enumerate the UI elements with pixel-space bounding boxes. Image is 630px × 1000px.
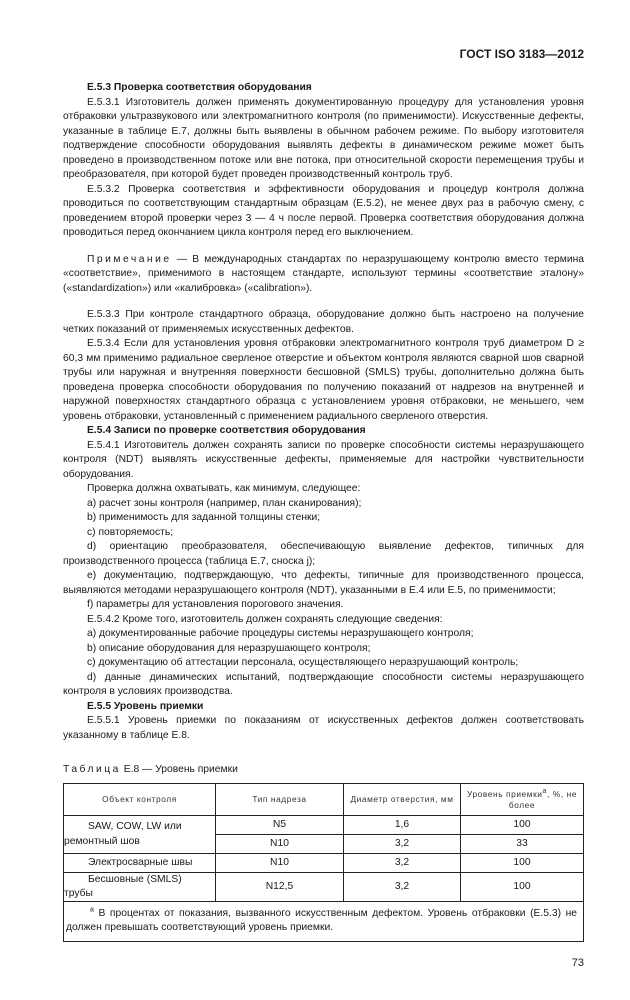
paragraph: Проверка должна охватывать, как минимум, следующее:	[87, 483, 361, 494]
cell-text: SAW, COW, LW или ремонтный шов	[64, 821, 182, 847]
column-header-text: Уровень приемки	[466, 788, 543, 799]
document-header-id: ГОСТ ISO 3183—2012	[459, 47, 584, 61]
column-header: Тип надреза	[216, 784, 344, 816]
notch-cell: N10	[216, 835, 344, 854]
column-header: Диаметр отверстия, мм	[344, 784, 461, 816]
level-cell: 100	[461, 854, 584, 873]
paragraph: b) описание оборудования для неразрушающего контроля;	[87, 642, 371, 654]
paragraph: a) расчет зоны контроля (например, план сканирования);	[87, 497, 362, 509]
footnote-mark: а	[90, 906, 94, 914]
paragraph: Е.5.3.3 При контроле стандартного образца, оборудование должно быть настроено на получение четких показаний от применяемых искусственных дефектов.	[63, 309, 584, 335]
diameter-cell: 3,2	[344, 835, 461, 854]
note-text: — В международных стандартах по неразрушающему контролю вместо термина «соответствие», применимого в настоящем стандарте, используют термины «соответствие эталону» («standardization») или «калибровка» («calibration»).	[63, 253, 584, 294]
diameter-cell: 3,2	[344, 873, 461, 902]
table-row	[64, 873, 584, 902]
level-cell: 33	[461, 835, 584, 854]
paragraph: e) документацию, подтверждающую, что дефекты, типичные для производственного процесса, выявляются методами неразрушающего контроля (NDT), указанными в Е.4 или Е.5, по применимости;	[63, 570, 584, 596]
table-row	[64, 854, 584, 873]
paragraph: Е.5.4.2 Кроме того, изготовитель должен сохранять следующие сведения:	[87, 613, 443, 625]
table-footnote-row	[64, 902, 584, 942]
level-cell: 100	[461, 873, 584, 902]
notch-cell: N12,5	[216, 873, 344, 902]
page-number: 73	[571, 957, 584, 969]
column-header	[461, 784, 584, 816]
cell-text: Электросварные швы	[88, 857, 193, 868]
table-footnote	[64, 902, 584, 942]
table-caption-text: Е.8 — Уровень приемки	[120, 764, 238, 775]
section-heading: Е.5.3 Проверка соответствия оборудования	[87, 82, 312, 93]
table-caption-label: Таблица	[63, 764, 121, 775]
paragraph-list	[63, 308, 584, 743]
cell-text: Бесшовные (SMLS) трубы	[64, 874, 182, 899]
footnote-mark: а	[542, 787, 548, 795]
paragraph: Е.5.4.1 Изготовитель должен сохранять записи по проверке способности системы неразрушающего контроля (NDT) выявлять искусственные дефекты, применяемые для настройки чувствительности оборудования.	[63, 439, 584, 480]
paragraph: Е.5.3.2 Проверка соответствия и эффективности оборудования и процедур контроля должна проводиться по соответствующим стандартным образцам (Е.5.2), не менее двух раз в рабочую смену, с проведением второй проверки через 3 — 4 ч после первой. Проверка соответствия оборудования должна проводиться перед окончанием цикла контроля перед его выключением.	[63, 183, 584, 238]
object-cell	[64, 816, 216, 854]
paragraph: Е.5.3.1 Изготовитель должен применять документированную процедуру для установления уровня отбраковки ультразвукового или электромагнитного контроля (по применимости). Искусственные дефекты, указанные в таблице Е.7, должны быть выявлены в обычном рабочем режиме. По выбору изготовителя подтверждение способности оборудования выявлять дефекты в динамическом режиме может быть проведено в производственном потоке или вне потока, при относительной скорости перемещения трубы и преобразователя, при которой будет проведен производственный контроль труб.	[63, 96, 584, 180]
table-caption	[63, 763, 584, 777]
paragraph: d) ориентацию преобразователя, обеспечивающую выявление дефектов, типичных для производственного процесса (таблица Е.7, сноска j);	[63, 541, 584, 567]
paragraph: Е.5.5.1 Уровень приемки по показаниям от искусственных дефектов должен соответствовать указанному в таблице Е.8.	[63, 715, 584, 741]
table-header-row	[64, 784, 584, 816]
column-header-text: , %, не более	[508, 788, 578, 810]
diameter-cell: 3,2	[344, 854, 461, 873]
paragraph: c) документацию об аттестации персонала, осуществляющего неразрушающий контроль;	[87, 657, 519, 668]
level-cell: 100	[461, 816, 584, 835]
acceptance-level-table	[63, 783, 584, 942]
section-heading: Е.5.4 Записи по проверке соответствия оборудования	[87, 425, 366, 436]
notch-cell: N5	[216, 816, 344, 835]
diameter-cell: 1,6	[344, 816, 461, 835]
paragraph: d) данные динамических испытаний, подтверждающие способности системы неразрушающего контроля в условиях производства.	[63, 671, 584, 697]
notch-cell: N10	[216, 854, 344, 873]
section-heading: Е.5.5 Уровень приемки	[87, 700, 204, 712]
object-cell	[64, 873, 216, 902]
document-body	[63, 81, 584, 743]
table-row	[64, 816, 584, 835]
note	[63, 253, 584, 297]
paragraph: b) применимость для заданной толщины стенки;	[87, 512, 321, 523]
footnote-text: В процентах от показания, вызванного искусственным дефектом. Уровень отбраковки (Е.5.3) не должен превышать соответствующий уровень приемки.	[66, 908, 577, 933]
column-header: Объект контроля	[64, 784, 216, 816]
paragraph: f) параметры для установления порогового значения.	[87, 599, 344, 610]
note-label: Примечание	[87, 253, 172, 265]
paragraph: c) повторяемость;	[87, 526, 174, 538]
object-cell	[64, 854, 216, 873]
paragraph: Е.5.3.4 Если для установления уровня отбраковки электромагнитного контроля труб диаметром D ≥ 60,3 мм применимо радиальное сверленое отверстие и объектом контроля являются сварной шов сварной трубы или наружная и внутренняя поверхности бесшовной (SMLS) трубы, дополнительно должна быть проведена проверка способности оборудования по получению показаний от надрезов на внутренней и наружной поверхностях стандартного образца с установлением уровня отбраковки, не меньшего, чем уровень отбраковки, установленный с применением радиального сверленого отверстия.	[63, 338, 584, 422]
paragraph: a) документированные рабочие процедуры системы неразрушающего контроля;	[87, 628, 474, 639]
